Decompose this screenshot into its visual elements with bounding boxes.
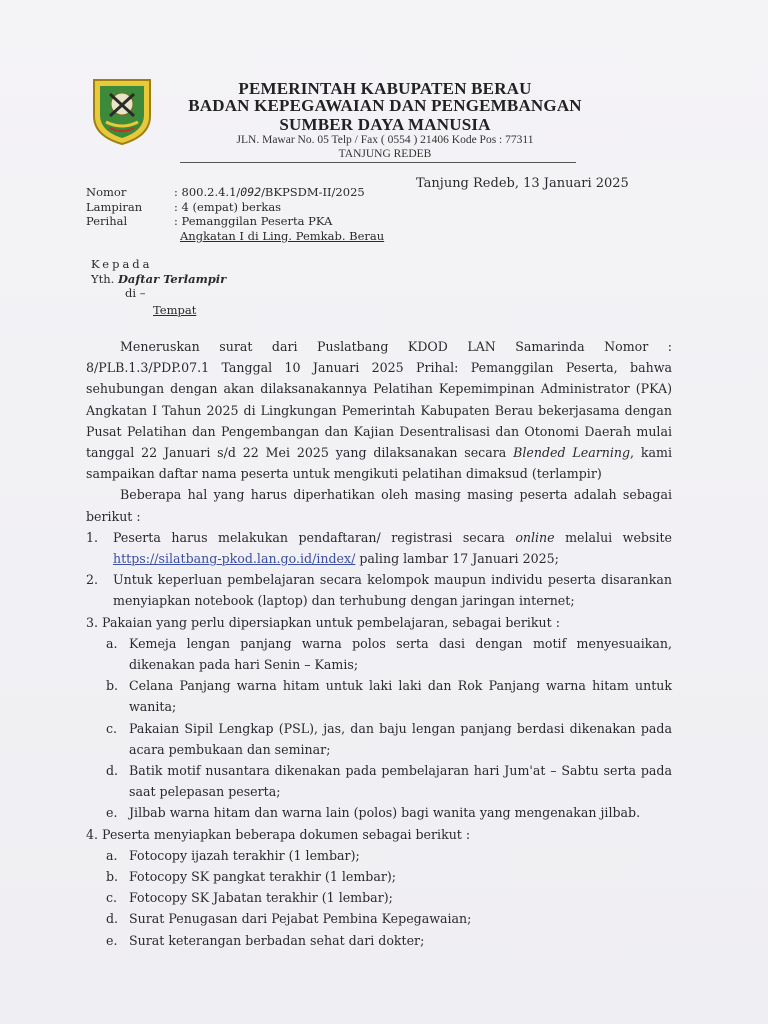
item-1-text: Peserta harus melakukan pendaftaran/ registrasi secara: [113, 529, 516, 545]
kepada-label: Kepada: [91, 257, 153, 271]
sublist-letter: e.: [106, 932, 118, 948]
documents-sublist: [86, 845, 672, 951]
meta-row-nomor: [86, 185, 384, 200]
paragraph-2: Beberapa hal yang harus diperhatikan oleh masing masing peserta adalah sebagai berikut :: [86, 487, 672, 524]
list-number: 1.: [86, 529, 99, 545]
attire-item: [86, 802, 672, 823]
sublist-letter: e.: [106, 805, 118, 821]
list-item-4: [86, 824, 672, 845]
berau-regency-emblem-icon: [90, 76, 154, 146]
letterhead-line-1: PEMERINTAH KABUPATEN BERAU: [238, 79, 532, 98]
attire-item: [86, 718, 672, 760]
addressee-name: Daftar Terlampir: [117, 271, 227, 286]
sublist-text: Pakaian Sipil Lengkap (PSL), jas, dan baju lengan panjang berdasi dikenakan pada acara pembukaan dan seminar;: [129, 720, 672, 757]
sublist-text: Celana Panjang warna hitam untuk laki laki dan Rok Panjang warna hitam untuk wanita;: [129, 678, 672, 715]
item-1-italic: online: [515, 529, 555, 545]
meta-row-perihal: [86, 214, 384, 229]
perihal-value-2: Angkatan I di Ling. Pemkab. Berau: [180, 228, 385, 243]
nomor-value: [174, 185, 365, 200]
document-item: [86, 930, 672, 951]
yth-label: Yth.: [91, 271, 115, 286]
requirements-list: [86, 527, 672, 951]
sublist-letter: d.: [106, 911, 119, 927]
sublist-letter: a.: [106, 635, 118, 651]
attire-sublist: [86, 633, 672, 824]
nomor-prefix: : 800.2.4.1/: [174, 185, 241, 199]
letterhead-line-2: BADAN KEPEGAWAIAN DAN PENGEMBANGAN: [188, 96, 582, 115]
perihal-spacer: [86, 229, 174, 244]
meta-row-lampiran: [86, 200, 384, 215]
letterhead-city: TANJUNG REDEB: [338, 148, 432, 160]
item-1-text-3: paling lambar 17 Januari 2025;: [355, 551, 559, 567]
document-item: [86, 866, 672, 887]
sublist-letter: d.: [106, 763, 119, 779]
addressee-line: [91, 272, 226, 287]
sublist-text: Fotocopy ijazah terakhir (1 lembar);: [129, 847, 360, 863]
letterhead-divider: [180, 162, 576, 163]
item-3-text: Pakaian yang perlu dipersiapkan untuk pembelajaran, sebagai berikut :: [102, 614, 560, 630]
attire-item: [86, 760, 672, 802]
attire-item: [86, 633, 672, 675]
sublist-letter: a.: [106, 847, 118, 863]
document-item: [86, 908, 672, 929]
item-4-text: Peserta menyiapkan beberapa dokumen sebagai berikut :: [102, 826, 471, 842]
list-item-2: [86, 569, 672, 611]
list-number: 3.: [86, 614, 99, 630]
sublist-letter: b.: [106, 678, 119, 694]
sublist-text: Kemeja lengan panjang warna polos serta dasi dengan motif menyesuaikan, dikenakan pada hari Senin – Kamis;: [129, 635, 672, 673]
sublist-text: Jilbab warna hitam dan warna lain (polos) bagi wanita yang mengenakan jilbab.: [129, 805, 641, 821]
lampiran-label: Lampiran: [86, 199, 143, 214]
sublist-text: Batik motif nusantara dikenakan pada pembelajaran hari Jum'at – Sabtu serta pada saat pelepasan peserta;: [129, 763, 672, 800]
letterhead-address: JLN. Mawar No. 05 Telp / Fax ( 0554 ) 21406 Kode Pos : 77311: [236, 134, 534, 146]
letter-body: [86, 336, 672, 951]
nomor-label: Nomor: [86, 185, 127, 199]
lampiran-value: : 4 (empat) berkas: [174, 199, 282, 214]
letter-date: Tanjung Redeb, 13 Januari 2025: [416, 176, 629, 191]
addressee-block: [91, 257, 226, 317]
sublist-letter: b.: [106, 869, 119, 885]
meta-row-perihal-2: [86, 229, 384, 244]
sublist-letter: c.: [106, 890, 118, 906]
paragraph-1: [86, 336, 672, 484]
paragraph-1-italic: Blended Learning: [513, 445, 631, 461]
sublist-text: Fotocopy SK pangkat terakhir (1 lembar);: [129, 869, 397, 885]
list-number: 2.: [86, 572, 99, 588]
item-1-text-2: melalui website: [554, 529, 672, 545]
tempat-label: Tempat: [153, 302, 197, 317]
document-item: [86, 845, 672, 866]
paragraph-1-text: Meneruskan surat dari Puslatbang KDOD LAN Samarinda Nomor : 8/PLB.1.3/PDP.07.1 Tanggal 10 Januari 2025 Prihal: Pemanggilan Peserta, bahwa sehubungan dengan akan dilaksanakannya Pelatihan Kepemimpinan Administrator (PKA) Angkatan I Tahun 2025 di Lingkungan Pemerintah Kabupaten Berau bekerjasama dengan Pusat Pelatihan dan Pengembangan dan Kajian Desentralisasi dan Otonomi Daerah mulai tanggal 22 Januari s/d 22 Mei 2025 yang dilaksanakan secara: [86, 339, 672, 461]
sublist-letter: c.: [106, 720, 118, 736]
item-2-text: Untuk keperluan pembelajaran secara kelompok maupun individu peserta disarankan menyiapkan notebook (laptop) dan terhubung dengan jaringan internet;: [113, 572, 672, 609]
letterhead-line-3: SUMBER DAYA MANUSIA: [279, 115, 491, 134]
di-label: di –: [125, 286, 146, 300]
perihal-value: : Pemanggilan Peserta PKA: [174, 214, 333, 228]
list-item-1: [86, 527, 672, 569]
list-number: 4.: [86, 826, 99, 842]
attire-item: [86, 675, 672, 717]
document-item: [86, 887, 672, 908]
letter-meta: [86, 185, 384, 243]
sublist-text: Surat Penugasan dari Pejabat Pembina Kepegawaian;: [129, 911, 472, 927]
nomor-suffix: /BKPSDM-II/2025: [261, 185, 365, 199]
registration-website-link[interactable]: https://silatbang-pkod.lan.go.id/index/: [113, 551, 356, 567]
sublist-text: Surat keterangan berbadan sehat dari dokter;: [129, 932, 425, 948]
paragraph-1-text-end: , kami sampaikan daftar nama peserta untuk mengikuti pelatihan dimaksud (terlampir): [86, 445, 672, 482]
list-item-3: [86, 612, 672, 633]
perihal-label: Perihal: [86, 214, 128, 228]
sublist-text: Fotocopy SK Jabatan terakhir (1 lembar);: [129, 890, 393, 906]
nomor-handwritten: 092: [240, 185, 262, 199]
